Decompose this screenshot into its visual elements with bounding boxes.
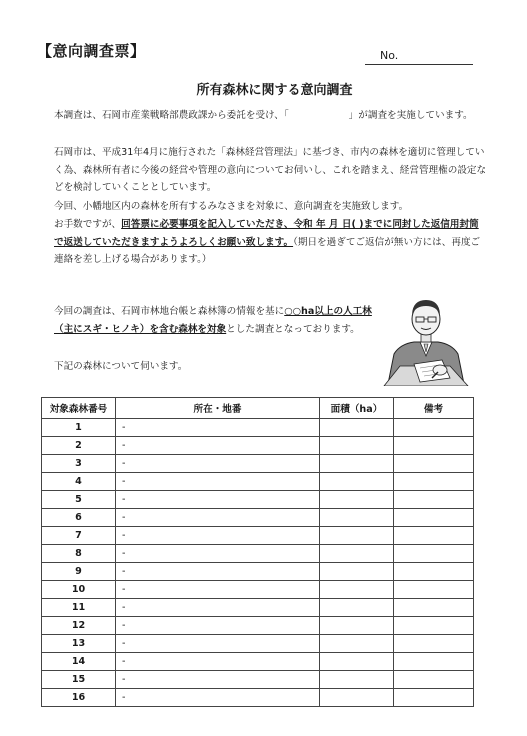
area-cell[interactable] [320, 437, 394, 455]
area-cell[interactable] [320, 455, 394, 473]
area-cell[interactable] [320, 491, 394, 509]
remarks-cell[interactable] [394, 437, 474, 455]
forest-number-cell: 1 [42, 419, 116, 437]
remarks-cell[interactable] [394, 581, 474, 599]
paragraph-request-deadline: 回答票に必要事項を記入していただき、令和 年 月 日( )までに同封した返信用封筒で返送していただきますようよろしくお願い致します。 [54, 219, 479, 248]
document-title: 所有森林に関する意向調査 [196, 83, 353, 98]
paragraph-request [44, 216, 488, 269]
table-row [42, 599, 474, 617]
area-cell[interactable] [320, 689, 394, 707]
paragraph-target: 今回、小幡地区内の森林を所有するみなさまを対象に、意向調査を実施致します。 [54, 201, 409, 212]
area-cell[interactable] [320, 545, 394, 563]
man-writing-illustration [380, 292, 472, 386]
location-cell[interactable]: - [116, 563, 320, 581]
location-cell[interactable]: - [116, 581, 320, 599]
remarks-cell[interactable] [394, 689, 474, 707]
remarks-cell[interactable] [394, 545, 474, 563]
paragraph-law: 石岡市は、平成31年4月に施行された「森林経営管理法」に基づき、市内の森林を適切に管理していく為、森林所有者に今後の経営や管理の意向についてお伺いし、これを踏まえ、経営管理権の設定などを検討していくこととしています。 [54, 147, 487, 193]
table-row [42, 653, 474, 671]
table-row [42, 509, 474, 527]
paragraph-commission-post: 」が調査を実施しています。 [348, 110, 473, 121]
table-header-row [42, 398, 474, 419]
forest-number-cell: 13 [42, 635, 116, 653]
location-cell[interactable]: - [116, 509, 320, 527]
remarks-cell[interactable] [394, 419, 474, 437]
table-row [42, 581, 474, 599]
area-cell[interactable] [320, 635, 394, 653]
intro-paragraph [44, 303, 374, 338]
location-cell[interactable]: - [116, 671, 320, 689]
forest-number-cell: 16 [42, 689, 116, 707]
number-field-line[interactable] [365, 64, 473, 65]
forest-table [41, 397, 474, 707]
area-cell[interactable] [320, 671, 394, 689]
header-remarks: 備考 [394, 398, 474, 419]
intro-post: とした調査となっております。 [226, 323, 360, 335]
location-cell[interactable]: - [116, 617, 320, 635]
table-row [42, 527, 474, 545]
forest-number-cell: 7 [42, 527, 116, 545]
table-row [42, 491, 474, 509]
location-cell[interactable]: - [116, 419, 320, 437]
table-row [42, 635, 474, 653]
forest-number-cell: 8 [42, 545, 116, 563]
forest-number-cell: 3 [42, 455, 116, 473]
forest-number-cell: 4 [42, 473, 116, 491]
location-cell[interactable]: - [116, 599, 320, 617]
forest-number-cell: 10 [42, 581, 116, 599]
area-cell[interactable] [320, 419, 394, 437]
forest-number-cell: 6 [42, 509, 116, 527]
forest-number-cell: 15 [42, 671, 116, 689]
remarks-cell[interactable] [394, 653, 474, 671]
location-cell[interactable]: - [116, 437, 320, 455]
remarks-cell[interactable] [394, 563, 474, 581]
header-forest-number: 対象森林番号 [42, 398, 116, 419]
intro-pre: 今回の調査は、石岡市林地台帳と森林簿の情報を基に [54, 306, 285, 317]
forest-number-cell: 14 [42, 653, 116, 671]
forest-number-cell: 12 [42, 617, 116, 635]
paragraph-commission-pre: 本調査は、石岡市産業戦略部農政課から委託を受け、「 [54, 110, 289, 121]
location-cell[interactable]: - [116, 455, 320, 473]
paragraph-commission [44, 107, 488, 125]
table-row [42, 455, 474, 473]
area-cell[interactable] [320, 473, 394, 491]
table-row [42, 689, 474, 707]
forest-number-cell: 9 [42, 563, 116, 581]
table-row [42, 473, 474, 491]
area-cell[interactable] [320, 617, 394, 635]
paragraph-request-pre: お手数ですが、 [54, 219, 122, 230]
forest-number-cell: 5 [42, 491, 116, 509]
table-row [42, 437, 474, 455]
number-label: No. [380, 49, 399, 62]
paragraph-request-post: （期日を過ぎてご返信が無い方には、再度ご連絡を差し上げる場合があります。） [54, 236, 481, 265]
remarks-cell[interactable] [394, 617, 474, 635]
document-label: 【意向調査票】 [37, 42, 146, 60]
area-cell[interactable] [320, 599, 394, 617]
table-row [42, 545, 474, 563]
remarks-cell[interactable] [394, 455, 474, 473]
header-area: 面積（ha） [320, 398, 394, 419]
area-cell[interactable] [320, 509, 394, 527]
remarks-cell[interactable] [394, 527, 474, 545]
table-row [42, 617, 474, 635]
location-cell[interactable]: - [116, 689, 320, 707]
location-cell[interactable]: - [116, 491, 320, 509]
remarks-cell[interactable] [394, 671, 474, 689]
intro-question: 下記の森林について伺います。 [54, 361, 188, 372]
header-location: 所在・地番 [116, 398, 320, 419]
location-cell[interactable]: - [116, 653, 320, 671]
location-cell[interactable]: - [116, 473, 320, 491]
area-cell[interactable] [320, 653, 394, 671]
location-cell[interactable]: - [116, 545, 320, 563]
table-row [42, 563, 474, 581]
forest-number-cell: 11 [42, 599, 116, 617]
area-cell[interactable] [320, 563, 394, 581]
area-cell[interactable] [320, 527, 394, 545]
table-row [42, 419, 474, 437]
remarks-cell[interactable] [394, 473, 474, 491]
table-row [42, 671, 474, 689]
forest-number-cell: 2 [42, 437, 116, 455]
remarks-cell[interactable] [394, 509, 474, 527]
location-cell[interactable]: - [116, 527, 320, 545]
remarks-cell[interactable] [394, 599, 474, 617]
location-cell[interactable]: - [116, 635, 320, 653]
remarks-cell[interactable] [394, 635, 474, 653]
intro-target-criteria: ○○ha以上の人工林（主にスギ・ヒノキ）を含む森林を対象 [54, 306, 372, 335]
remarks-cell[interactable] [394, 491, 474, 509]
area-cell[interactable] [320, 581, 394, 599]
